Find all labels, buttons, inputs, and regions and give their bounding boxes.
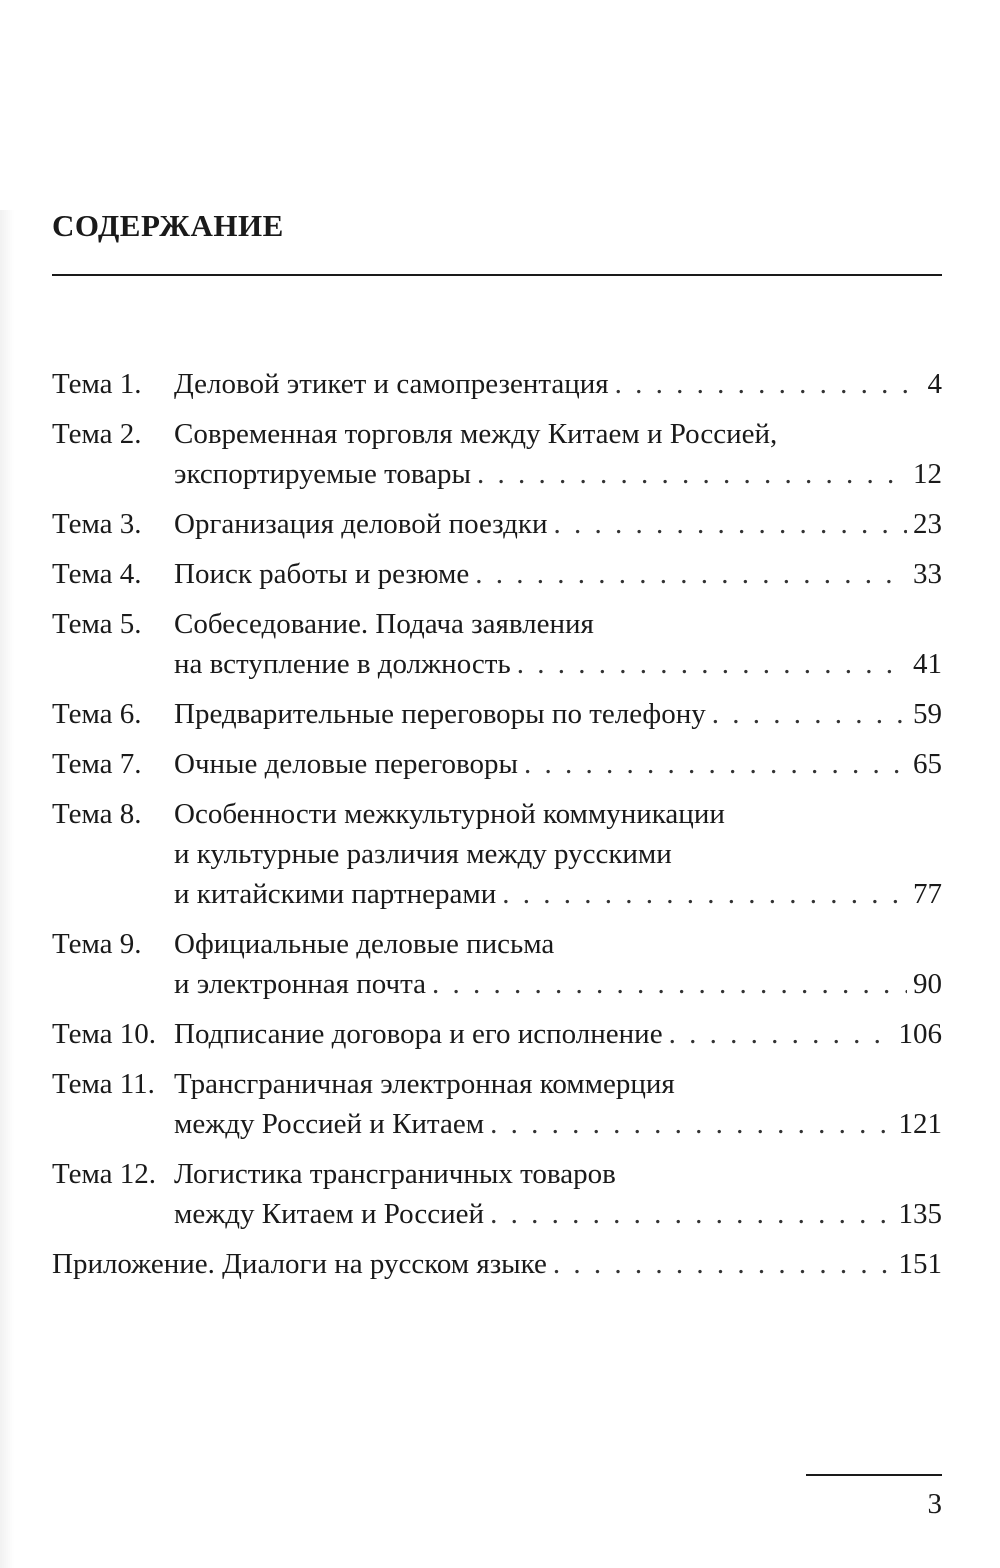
toc-entry-title-line: и китайскими партнерами	[174, 878, 497, 910]
toc-entry-body	[174, 604, 942, 684]
dot-leader	[615, 364, 922, 404]
toc-entry[interactable]	[52, 364, 942, 404]
toc-entry-number: Тема 3.	[52, 508, 142, 540]
toc-entry-title-line: Подписание договора и его исполнение	[174, 1018, 663, 1050]
toc-entry-last-line	[174, 874, 942, 914]
toc-page-number: 59	[913, 698, 942, 730]
dot-leader	[712, 694, 907, 734]
dot-leader	[669, 1014, 893, 1054]
toc-page-number: 106	[898, 1018, 942, 1050]
toc-entry-title-line: и культурные различия между русскими	[174, 838, 672, 870]
dot-leader	[553, 1244, 893, 1284]
toc-entry-body	[174, 794, 942, 914]
toc-entry-last-line	[174, 554, 942, 594]
toc-entry-title-line: Собеседование. Подача заявления	[174, 608, 594, 640]
toc-entry-body	[174, 744, 942, 784]
toc-entry[interactable]	[52, 604, 942, 684]
dot-leader	[477, 454, 907, 494]
toc-entry-last-line	[174, 1104, 942, 1144]
toc-entry[interactable]	[52, 1154, 942, 1234]
title-divider	[52, 274, 942, 276]
footer-divider	[806, 1474, 942, 1476]
toc-entry-number: Тема 8.	[52, 798, 142, 830]
page-edge-shadow	[0, 210, 14, 1568]
toc-entry-last-line	[174, 694, 942, 734]
toc-entry-title-line: Трансграничная электронная коммерция	[174, 1068, 675, 1100]
toc-entry[interactable]	[52, 1014, 942, 1054]
toc-entry-title-line: Очные деловые переговоры	[174, 748, 518, 780]
toc-page-number: 121	[898, 1108, 942, 1140]
toc-entry-body	[174, 414, 942, 494]
toc-page-number: 33	[913, 558, 942, 590]
dot-leader	[490, 1194, 892, 1234]
toc-entry-last-line	[174, 744, 942, 784]
toc-entry-title-line: Предварительные переговоры по телефону	[174, 698, 706, 730]
dot-leader	[432, 964, 907, 1004]
toc-entry-body	[174, 1154, 942, 1234]
toc-entry-last-line	[174, 1194, 942, 1234]
toc-entry-number: Тема 12.	[52, 1158, 157, 1190]
toc-entry-last-line	[174, 1014, 942, 1054]
toc-page-number: 151	[898, 1248, 942, 1280]
toc-entry[interactable]	[52, 924, 942, 1004]
toc-page-number: 77	[913, 878, 942, 910]
toc-entry-number: Тема 10.	[52, 1018, 157, 1050]
toc-entry[interactable]	[52, 414, 942, 494]
toc-entry-title-line: Особенности межкультурной коммуникации	[174, 798, 725, 830]
dot-leader	[524, 744, 907, 784]
toc-entry-body	[174, 1064, 942, 1144]
dot-leader	[553, 504, 907, 544]
toc-entry-title-line: Современная торговля между Китаем и Россией,	[174, 418, 778, 450]
toc-entry-last-line	[174, 454, 942, 494]
toc-page-number: 90	[913, 968, 942, 1000]
toc-entry-title: Приложение. Диалоги на русском языке	[52, 1248, 547, 1280]
toc-entry-last-line	[174, 364, 942, 404]
toc-entry-body	[174, 504, 942, 544]
toc-page-number: 23	[913, 508, 942, 540]
toc-entry-body	[174, 364, 942, 404]
toc-entry[interactable]	[52, 554, 942, 594]
toc-entry-appendix[interactable]	[52, 1244, 942, 1284]
toc-entry-number: Тема 1.	[52, 368, 142, 400]
toc-entry-title-line: между Россией и Китаем	[174, 1108, 485, 1140]
toc-entry-last-line	[174, 504, 942, 544]
toc-entry[interactable]	[52, 1064, 942, 1144]
toc-entry[interactable]	[52, 504, 942, 544]
toc-entry-title-line: и электронная почта	[174, 968, 427, 1000]
toc-entry-title-line: Логистика трансграничных товаров	[174, 1158, 616, 1190]
toc-entry-title-line: Поиск работы и резюме	[174, 558, 470, 590]
table-of-contents	[52, 364, 942, 1294]
toc-entry-body	[174, 1014, 942, 1054]
toc-entry-last-line	[174, 644, 942, 684]
dot-leader	[517, 644, 907, 684]
toc-entry-number: Тема 11.	[52, 1068, 155, 1100]
toc-entry-number: Тема 9.	[52, 928, 142, 960]
toc-entry-number: Тема 2.	[52, 418, 142, 450]
toc-page-number: 4	[927, 368, 942, 400]
toc-entry-number: Тема 7.	[52, 748, 142, 780]
dot-leader	[502, 874, 907, 914]
toc-entry-body	[174, 694, 942, 734]
dot-leader	[475, 554, 907, 594]
toc-entry-title-line: между Китаем и Россией	[174, 1198, 485, 1230]
toc-entry-title-line: Организация деловой поездки	[174, 508, 548, 540]
toc-entry-title-line: Официальные деловые письма	[174, 928, 555, 960]
page-number: 3	[927, 1488, 942, 1520]
toc-page-number: 12	[913, 458, 942, 490]
toc-entry[interactable]	[52, 694, 942, 734]
toc-page-number: 65	[913, 748, 942, 780]
page-title: СОДЕРЖАНИЕ	[52, 208, 284, 243]
toc-entry-title-line: экспортируемые товары	[174, 458, 472, 490]
toc-entry-body	[174, 554, 942, 594]
toc-entry[interactable]	[52, 794, 942, 914]
toc-entry[interactable]	[52, 744, 942, 784]
toc-entry-number: Тема 4.	[52, 558, 142, 590]
toc-entry-number: Тема 5.	[52, 608, 142, 640]
toc-page-number: 41	[913, 648, 942, 680]
toc-entry-title-line: на вступление в должность	[174, 648, 511, 680]
toc-entry-body	[174, 924, 942, 1004]
toc-page-number: 135	[898, 1198, 942, 1230]
dot-leader	[490, 1104, 892, 1144]
toc-entry-title-line: Деловой этикет и самопрезентация	[174, 368, 609, 400]
toc-entry-last-line	[174, 964, 942, 1004]
toc-entry-number: Тема 6.	[52, 698, 142, 730]
